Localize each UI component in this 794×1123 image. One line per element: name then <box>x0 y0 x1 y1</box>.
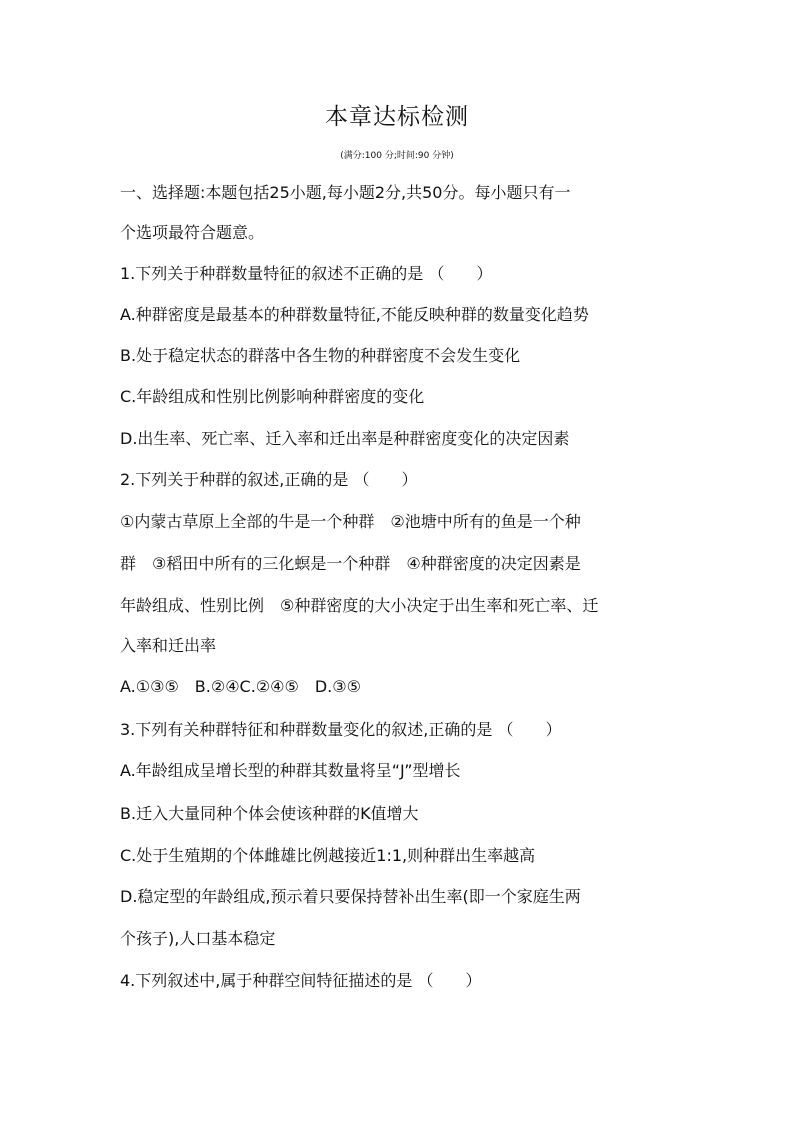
page-title: 本章达标检测 <box>325 104 469 130</box>
question-3-option-c: C.处于生殖期的个体雌雄比例越接近1:1,则种群出生率越高 <box>120 846 536 865</box>
question-3-option-d-line-2: 个孩子),人口基本稳定 <box>120 929 276 948</box>
question-2-statement-line-1: ①内蒙古草原上全部的牛是一个种群 ②池塘中所有的鱼是一个种 <box>120 512 581 531</box>
question-3-stem: 3.下列有关种群特征和种群数量变化的叙述,正确的是 （ ） <box>120 720 562 739</box>
question-2-statement-line-3: 年龄组成、性别比例 ⑤种群密度的大小决定于出生率和死亡率、迁 <box>120 596 599 615</box>
section-heading-line-2: 个选项最符合题意。 <box>120 223 265 242</box>
question-2-statement-line-2: 群 ③稻田中所有的三化螟是一个种群 ④种群密度的决定因素是 <box>120 554 581 573</box>
question-2-options: A.①③⑤ B.②④C.②④⑤ D.③⑤ <box>120 677 361 696</box>
question-1-option-b: B.处于稳定状态的群落中各生物的种群密度不会发生变化 <box>120 346 521 365</box>
question-1-option-d: D.出生率、死亡率、迁入率和迁出率是种群密度变化的决定因素 <box>120 429 570 448</box>
page-subtitle: (满分:100 分;时间:90 分钟) <box>340 151 454 161</box>
question-3-option-d-line-1: D.稳定型的年龄组成,预示着只要保持替补出生率(即一个家庭生两 <box>120 887 581 906</box>
question-1-option-c: C.年龄组成和性别比例影响种群密度的变化 <box>120 387 425 406</box>
question-2-statement-line-4: 入率和迁出率 <box>120 636 217 655</box>
question-1-option-a: A.种群密度是最基本的种群数量特征,不能反映种群的数量变化趋势 <box>120 305 589 324</box>
section-heading-line-1: 一、选择题:本题包括25小题,每小题2分,共50分。每小题只有一 <box>120 183 571 202</box>
question-3-option-b: B.迁入大量同种个体会使该种群的K值增大 <box>120 804 419 823</box>
question-1-stem: 1.下列关于种群数量特征的叙述不正确的是 （ ） <box>120 264 493 283</box>
question-4-stem: 4.下列叙述中,属于种群空间特征描述的是 （ ） <box>120 971 482 990</box>
question-2-stem: 2.下列关于种群的叙述,正确的是 （ ） <box>120 470 418 489</box>
question-3-option-a: A.年龄组成呈增长型的种群其数量将呈“J”型增长 <box>120 761 461 780</box>
